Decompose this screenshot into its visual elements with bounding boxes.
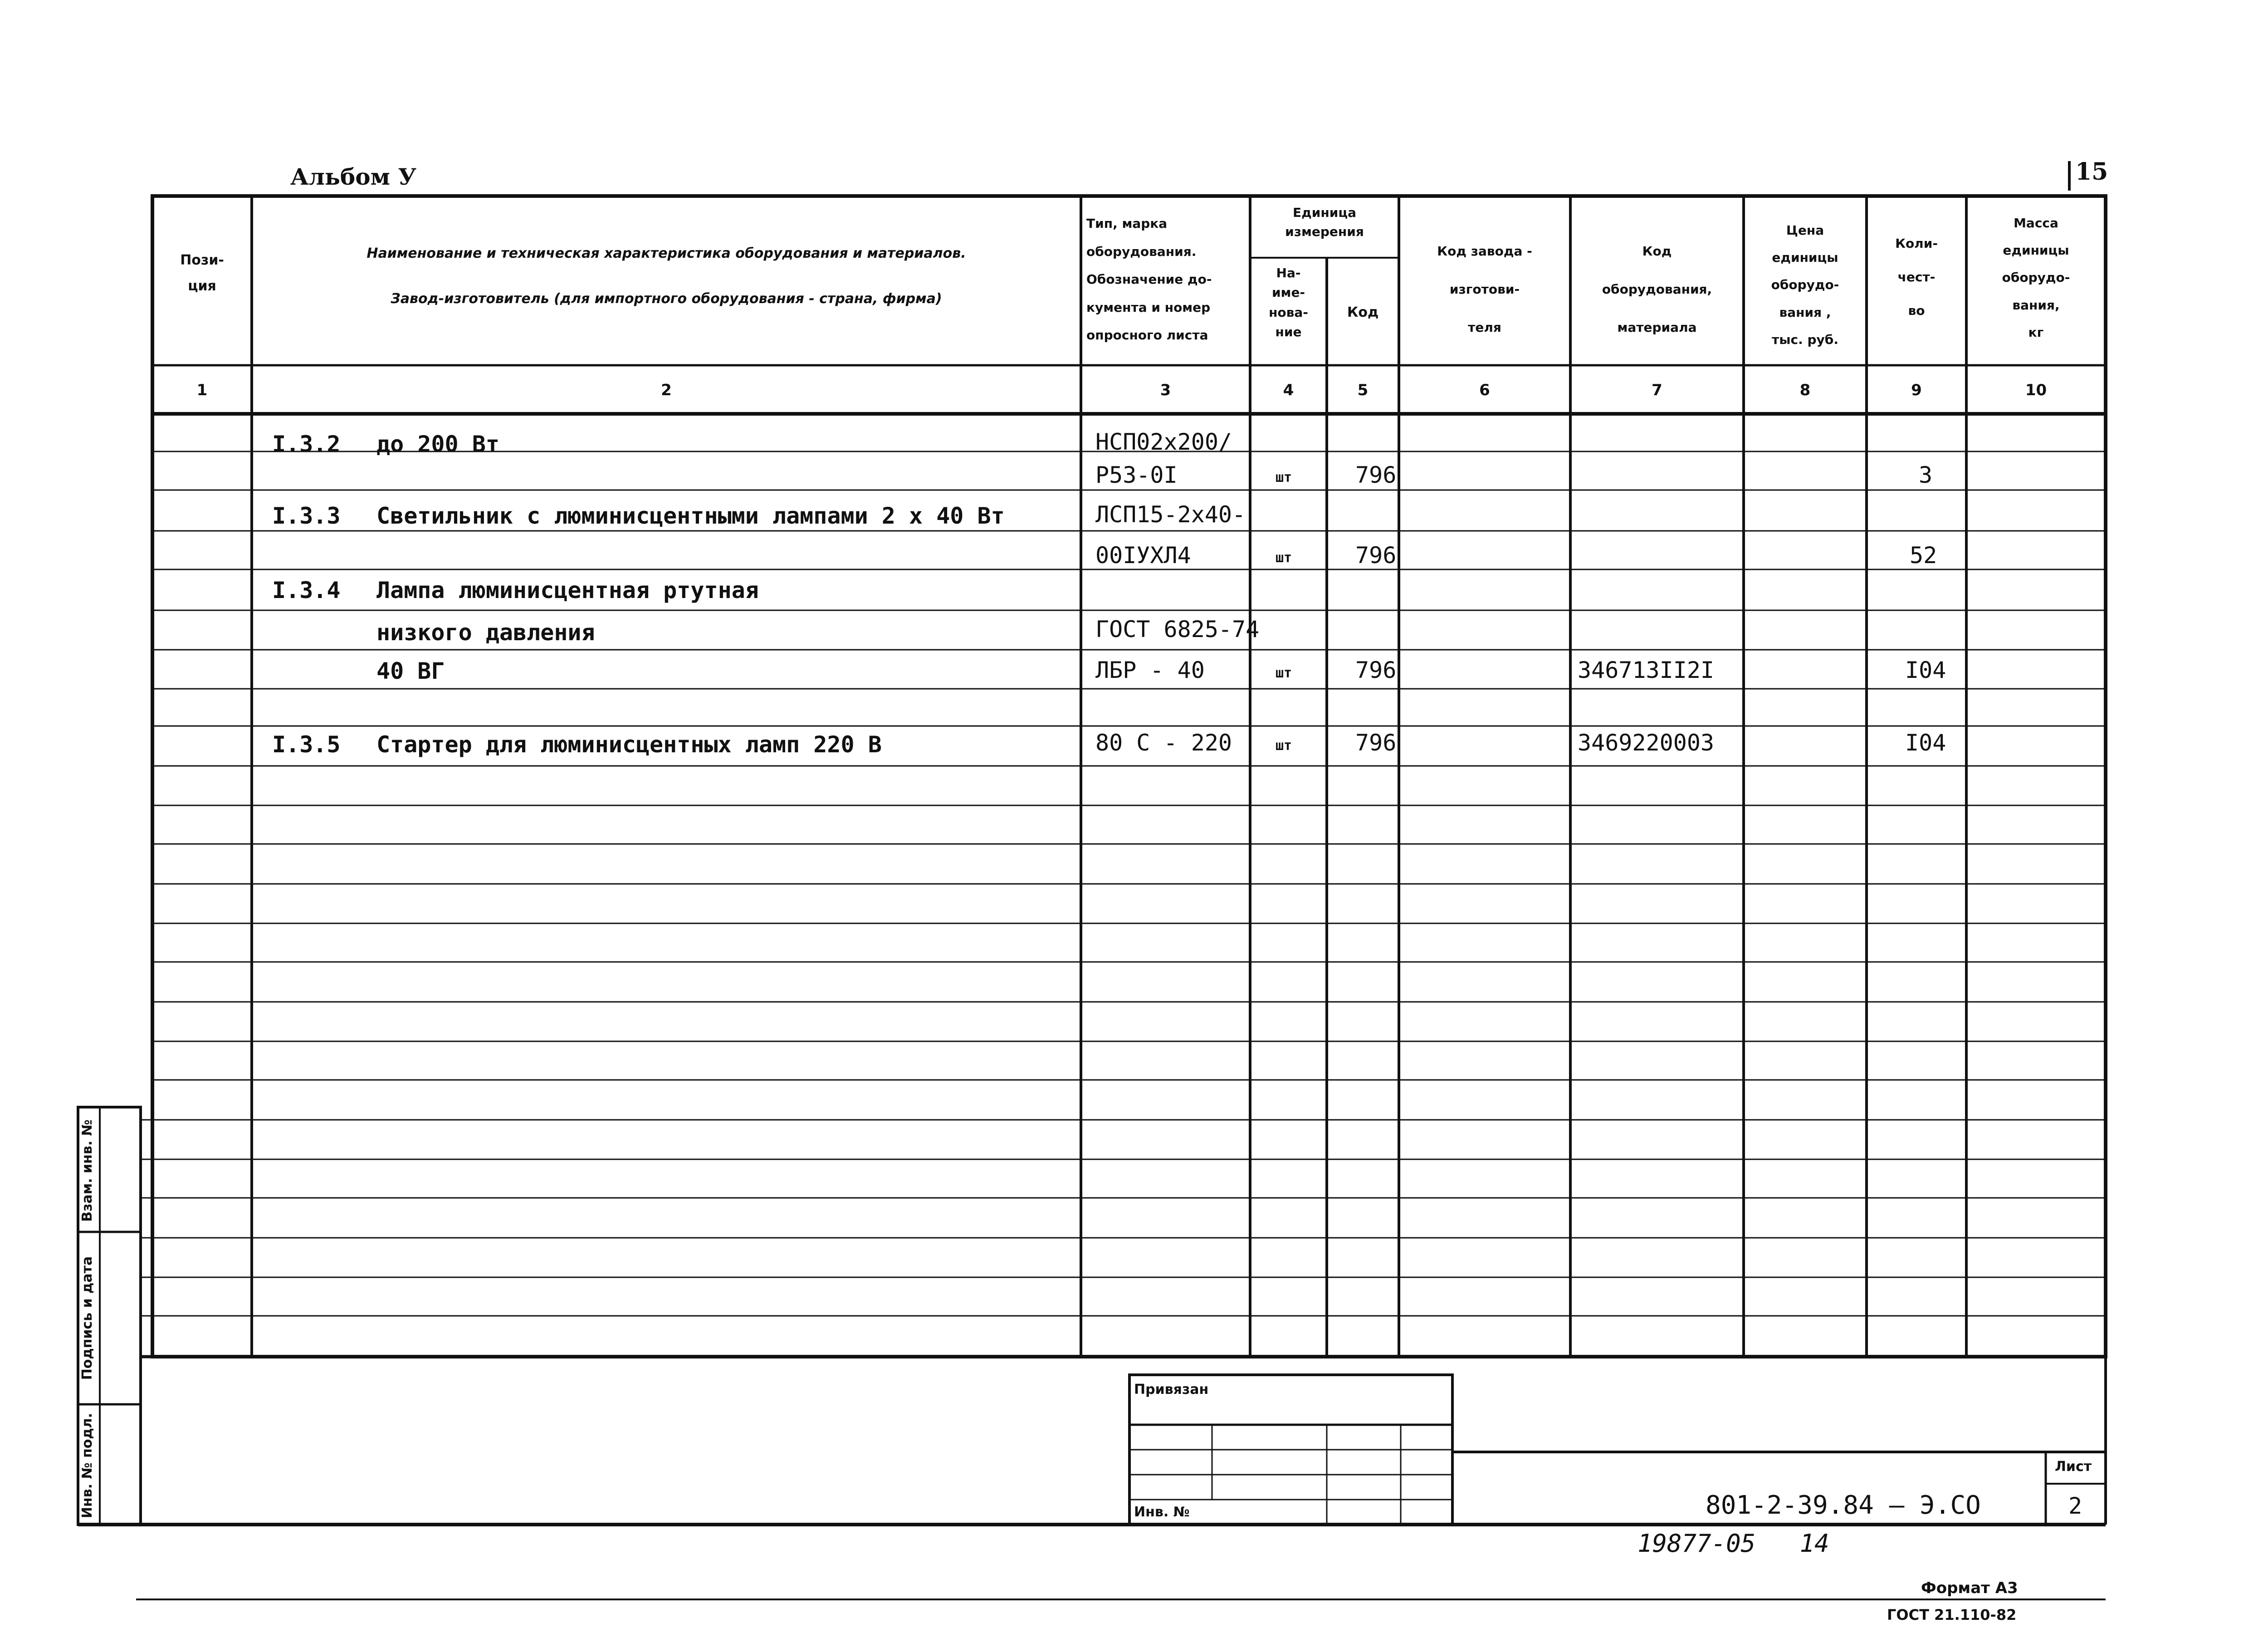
- table-row-type: 00IУХЛ4: [1095, 542, 1191, 569]
- header-col6: Код завода - изготови- теля: [1437, 244, 1532, 335]
- header-col3: Тип, марка оборудования. Обозначение до- кумента и номер опросного листа: [1086, 216, 1212, 343]
- table-row-qty: 52: [1910, 542, 1937, 569]
- header-col8: Цена единицы оборудо- вания , тыс. руб.: [1771, 223, 1839, 347]
- side-label-vzam: Взам. инв. №: [79, 1119, 95, 1222]
- header-col9: Коли- чест- во: [1895, 236, 1938, 319]
- header-col10: Масса единицы оборудо- вания, кг: [2002, 216, 2070, 340]
- table-row-qty: I04: [1905, 730, 1946, 756]
- table-row-eqcode: 346713II2I: [1578, 657, 1715, 683]
- side-label-podpis: Подпись и дата: [79, 1256, 95, 1380]
- footer-format: Формат A3: [1921, 1579, 2018, 1597]
- header-col4: На- име- нова- ние: [1269, 265, 1308, 340]
- table-row-unit: шт: [1276, 470, 1292, 485]
- stamp-privyazan: Привязан: [1134, 1382, 1209, 1398]
- table-row-name: 40 ВГ: [376, 658, 445, 684]
- stamp-inv-no: Инв. №: [1134, 1504, 1190, 1520]
- footer-gost: ГОСТ 21.110-82: [1887, 1606, 2017, 1623]
- col-number: 8: [1799, 381, 1811, 399]
- col-number: 5: [1357, 381, 1369, 399]
- table-row-qty: 3: [1919, 462, 1933, 488]
- header-col5: Код: [1347, 304, 1379, 320]
- table-row-type: ГОСТ 6825-74: [1095, 616, 1260, 642]
- album-title: Альбом У: [290, 163, 417, 190]
- col-number: 9: [1911, 381, 1922, 399]
- table-row-code: 796: [1355, 542, 1397, 569]
- table-row-eqcode: 3469220003: [1578, 730, 1715, 756]
- table-row-code: 796: [1355, 730, 1397, 756]
- header-col7: Код оборудования, материала: [1602, 244, 1712, 335]
- table-row-position: I.3.2: [272, 431, 341, 457]
- table-row-position: I.3.3: [272, 503, 341, 529]
- table-row-type: 80 С - 220: [1095, 730, 1232, 756]
- table-row-position: I.3.5: [272, 731, 341, 758]
- table-row-position: I.3.4: [272, 577, 341, 603]
- table-row-type: ЛСП15-2х40-: [1095, 501, 1246, 528]
- table-row-code: 796: [1355, 657, 1397, 683]
- col-number: 4: [1283, 381, 1294, 399]
- table-row-qty: I04: [1905, 657, 1946, 683]
- document-code: 801-2-39.84 — Э.СО: [1706, 1491, 1981, 1520]
- col-number: 3: [1160, 381, 1171, 399]
- header-col1: Пози- ция: [180, 252, 224, 294]
- col-number: 10: [2025, 381, 2047, 399]
- header-col2-line1: Наименование и техническая характеристика оборудования и материалов.: [367, 245, 966, 261]
- table-row-name: низкого давления: [376, 619, 595, 646]
- handwritten-note: 19877-05 14: [1637, 1529, 1829, 1558]
- table-row-name: до 200 Вт: [376, 431, 499, 457]
- table-row-name: Стартер для люминисцентных ламп 220 В: [376, 731, 882, 758]
- header-units: Единица измерения: [1285, 205, 1364, 239]
- col-number: 1: [196, 381, 208, 399]
- side-label-inv: Инв. № подл.: [79, 1412, 95, 1519]
- header-col2-line2: Завод-изготовитель (для импортного оборудования - страна, фирма): [391, 291, 942, 307]
- col-number: 2: [661, 381, 672, 399]
- table-row-type: НСП02х200/: [1095, 429, 1232, 455]
- page-number: 15: [2075, 158, 2108, 186]
- col-number: 6: [1479, 381, 1490, 399]
- table-row-code: 796: [1355, 462, 1397, 488]
- table-row-unit: шт: [1276, 550, 1292, 566]
- table-row-unit: шт: [1276, 665, 1292, 681]
- table-row-name: Светильник с люминисцентными лампами 2 х 40 Вт: [376, 503, 1005, 529]
- table-row-name: Лампа люминисцентная ртутная: [376, 577, 759, 603]
- table-row-type: ЛБР - 40: [1095, 657, 1205, 683]
- table-row-unit: шт: [1276, 738, 1292, 754]
- sheet-number: 2: [2068, 1493, 2082, 1519]
- table-row-type: Р53-0I: [1095, 462, 1178, 488]
- col-number: 7: [1652, 381, 1662, 399]
- stamp-list-label: Лист: [2055, 1459, 2092, 1475]
